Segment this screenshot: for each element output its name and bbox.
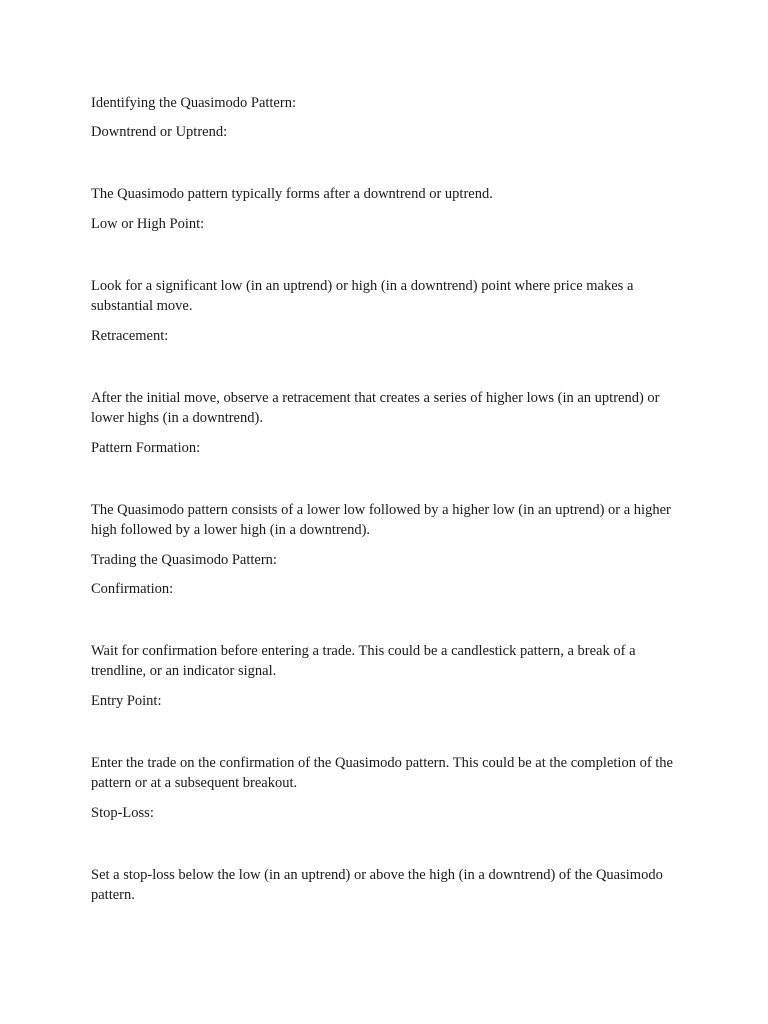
paragraph-entry-point: Enter the trade on the confirmation of the Quasimodo pattern. This could be at the completion of the pattern or at a subsequent breakout. <box>91 755 673 791</box>
heading-downtrend-or-uptrend: Downtrend or Uptrend: <box>91 124 228 140</box>
section-title-trading: Trading the Quasimodo Pattern: <box>91 552 277 568</box>
heading-pattern-formation: Pattern Formation: <box>91 440 201 456</box>
section-title-identifying: Identifying the Quasimodo Pattern: <box>91 95 296 111</box>
heading-low-or-high-point: Low or High Point: <box>91 216 205 232</box>
document-body <box>91 93 686 915</box>
paragraph-retracement: After the initial move, observe a retracement that creates a series of higher lows (in an uptrend) or lower highs (in a downtrend). <box>91 390 660 426</box>
paragraph-low-or-high-point: Look for a significant low (in an uptrend) or high (in a downtrend) point where price makes a substantial move. <box>91 278 634 314</box>
heading-entry-point: Entry Point: <box>91 693 162 709</box>
heading-confirmation: Confirmation: <box>91 581 174 597</box>
heading-stop-loss: Stop-Loss: <box>91 805 154 821</box>
paragraph-confirmation: Wait for confirmation before entering a trade. This could be a candlestick pattern, a break of a trendline, or an indicator signal. <box>91 643 636 679</box>
heading-retracement: Retracement: <box>91 328 169 344</box>
paragraph-downtrend-or-uptrend: The Quasimodo pattern typically forms after a downtrend or uptrend. <box>91 186 493 202</box>
paragraph-stop-loss: Set a stop-loss below the low (in an uptrend) or above the high (in a downtrend) of the Quasimodo pattern. <box>91 867 663 903</box>
paragraph-pattern-formation: The Quasimodo pattern consists of a lower low followed by a higher low (in an uptrend) or a higher high followed by a lower high (in a downtrend). <box>91 502 671 538</box>
